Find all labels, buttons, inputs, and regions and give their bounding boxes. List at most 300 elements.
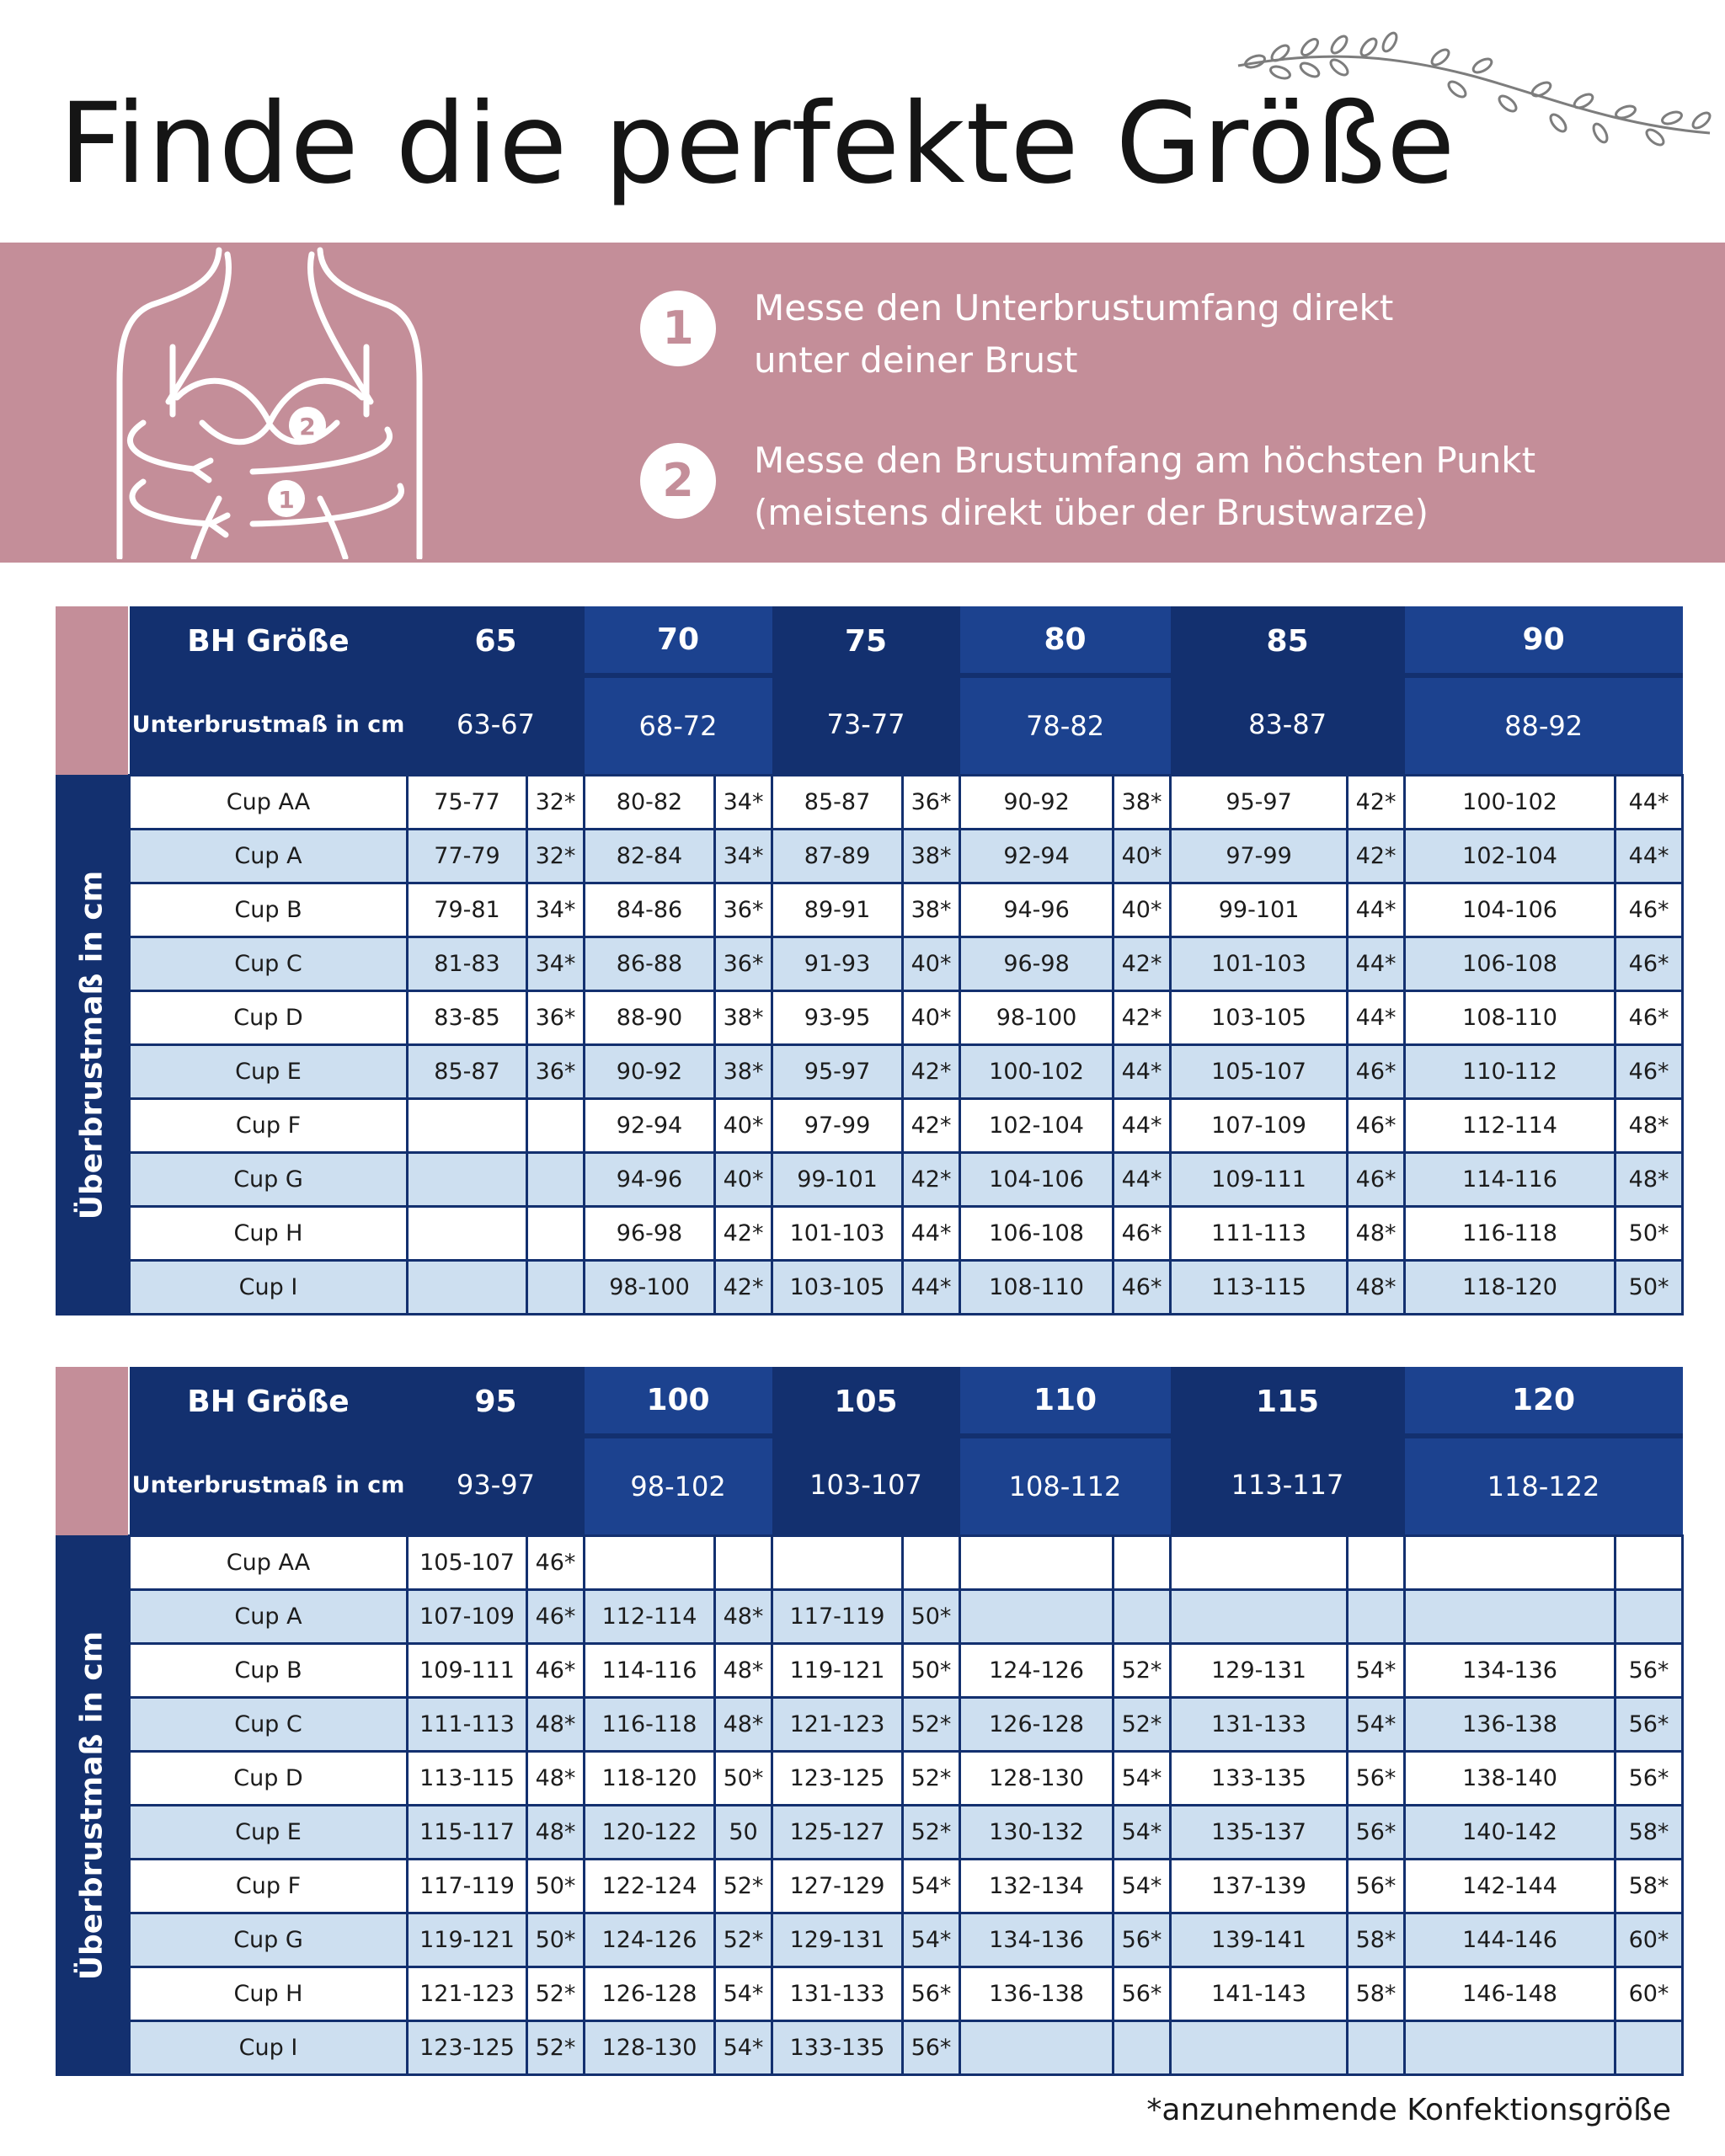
dress-size-cell: 54* <box>903 1859 960 1913</box>
dress-size-cell: 48* <box>527 1805 585 1859</box>
overbust-range-cell <box>408 1152 527 1206</box>
size-table <box>128 1367 1684 2076</box>
dress-size-cell: 48* <box>715 1697 772 1751</box>
overbust-range-cell: 111-113 <box>1171 1206 1348 1260</box>
overbust-range-cell <box>1405 1589 1616 1643</box>
chart-corner <box>56 1367 128 1535</box>
band-size-header: 65 <box>408 606 585 675</box>
band-size-header: 90 <box>1405 606 1683 675</box>
dress-size-cell <box>1348 1535 1405 1589</box>
overbust-range-cell <box>408 1206 527 1260</box>
header-size-label: BH Größe <box>130 606 408 675</box>
overbust-range-cell: 131-133 <box>1171 1697 1348 1751</box>
leaf-branch-icon <box>1230 24 1718 150</box>
dress-size-cell: 44* <box>1114 1044 1171 1098</box>
underbust-range-header: 118-122 <box>1405 1436 1683 1535</box>
overbust-range-cell <box>1405 1535 1616 1589</box>
dress-size-cell: 48* <box>715 1643 772 1697</box>
dress-size-cell <box>1114 1589 1171 1643</box>
dress-size-cell: 40* <box>903 937 960 990</box>
cup-label: Cup C <box>130 937 408 990</box>
table-row <box>130 990 1683 1044</box>
overbust-range-cell: 104-106 <box>960 1152 1114 1206</box>
cup-label: Cup B <box>130 883 408 937</box>
overbust-range-cell: 97-99 <box>1171 829 1348 883</box>
dress-size-cell: 34* <box>527 883 585 937</box>
dress-size-cell <box>1616 2020 1683 2074</box>
dress-size-cell: 44* <box>903 1206 960 1260</box>
table-row <box>130 1098 1683 1152</box>
overbust-range-cell: 113-115 <box>1171 1260 1348 1314</box>
dress-size-cell: 52* <box>715 1859 772 1913</box>
overbust-range-cell: 113-115 <box>408 1751 527 1805</box>
table-row <box>130 1913 1683 1967</box>
dress-size-cell: 34* <box>527 937 585 990</box>
table-row <box>130 1260 1683 1314</box>
band-size-header: 85 <box>1171 606 1405 675</box>
dress-size-cell: 54* <box>715 2020 772 2074</box>
overbust-range-cell: 109-111 <box>408 1643 527 1697</box>
underbust-range-header: 93-97 <box>408 1436 585 1535</box>
table-row <box>130 1589 1683 1643</box>
band-size-header: 70 <box>585 606 772 675</box>
overbust-range-cell: 100-102 <box>1405 775 1616 829</box>
overbust-range-cell <box>960 1589 1114 1643</box>
overbust-range-cell <box>960 1535 1114 1589</box>
dress-size-cell: 44* <box>903 1260 960 1314</box>
underbust-range-header: 68-72 <box>585 675 772 775</box>
table-row <box>130 1206 1683 1260</box>
dress-size-cell: 32* <box>527 829 585 883</box>
overbust-range-cell: 102-104 <box>960 1098 1114 1152</box>
dress-size-cell: 54* <box>903 1913 960 1967</box>
overbust-range-cell: 140-142 <box>1405 1805 1616 1859</box>
dress-size-cell <box>1114 1535 1171 1589</box>
overbust-range-cell: 136-138 <box>1405 1697 1616 1751</box>
overbust-range-cell: 95-97 <box>772 1044 903 1098</box>
overbust-range-cell: 132-134 <box>960 1859 1114 1913</box>
overbust-range-cell: 96-98 <box>960 937 1114 990</box>
dress-size-cell: 50* <box>1616 1260 1683 1314</box>
cup-label: Cup D <box>130 990 408 1044</box>
dress-size-cell: 56* <box>903 1967 960 2020</box>
table-row <box>130 937 1683 990</box>
dress-size-cell: 46* <box>1348 1044 1405 1098</box>
overbust-range-cell <box>1171 2020 1348 2074</box>
overbust-range-cell: 103-105 <box>1171 990 1348 1044</box>
dress-size-cell: 36* <box>527 990 585 1044</box>
cup-label: Cup AA <box>130 775 408 829</box>
dress-size-cell: 54* <box>1348 1697 1405 1751</box>
dress-size-cell <box>1348 2020 1405 2074</box>
dress-size-cell: 54* <box>1114 1859 1171 1913</box>
dress-size-cell: 52* <box>1114 1697 1171 1751</box>
cup-label: Cup D <box>130 1751 408 1805</box>
dress-size-cell: 56* <box>1348 1751 1405 1805</box>
overbust-range-cell: 116-118 <box>1405 1206 1616 1260</box>
band-size-header: 110 <box>960 1367 1171 1436</box>
dress-size-cell: 40* <box>715 1098 772 1152</box>
dress-size-cell: 52* <box>903 1805 960 1859</box>
band-size-header: 120 <box>1405 1367 1683 1436</box>
cup-label: Cup G <box>130 1152 408 1206</box>
overbust-range-cell: 101-103 <box>1171 937 1348 990</box>
dress-size-cell: 42* <box>1348 829 1405 883</box>
dress-size-cell: 52* <box>903 1751 960 1805</box>
dress-size-cell <box>527 1152 585 1206</box>
overbust-range-cell: 94-96 <box>960 883 1114 937</box>
overbust-range-cell: 135-137 <box>1171 1805 1348 1859</box>
overbust-range-cell <box>408 1260 527 1314</box>
overbust-range-cell: 88-90 <box>585 990 715 1044</box>
overbust-range-cell: 134-136 <box>1405 1643 1616 1697</box>
dress-size-cell: 50* <box>527 1913 585 1967</box>
overbust-range-cell: 91-93 <box>772 937 903 990</box>
overbust-range-cell: 106-108 <box>1405 937 1616 990</box>
dress-size-cell: 46* <box>1114 1206 1171 1260</box>
cup-label: Cup C <box>130 1697 408 1751</box>
overbust-range-cell: 118-120 <box>585 1751 715 1805</box>
dress-size-cell: 54* <box>1114 1805 1171 1859</box>
dress-size-cell: 52* <box>527 1967 585 2020</box>
cup-label: Cup G <box>130 1913 408 1967</box>
overbust-range-cell: 93-95 <box>772 990 903 1044</box>
overbust-side-label <box>56 1535 128 2076</box>
table-row <box>130 1859 1683 1913</box>
overbust-range-cell: 77-79 <box>408 829 527 883</box>
band-size-header: 100 <box>585 1367 772 1436</box>
overbust-range-cell <box>772 1535 903 1589</box>
overbust-range-cell: 112-114 <box>1405 1098 1616 1152</box>
overbust-range-cell: 122-124 <box>585 1859 715 1913</box>
overbust-range-cell: 105-107 <box>408 1535 527 1589</box>
side-label-text: Überbrustmaß in cm <box>74 870 109 1220</box>
instruction-step-2 <box>640 435 1693 544</box>
overbust-range-cell: 129-131 <box>1171 1643 1348 1697</box>
dress-size-cell: 34* <box>715 775 772 829</box>
chart-corner <box>56 606 128 775</box>
overbust-range-cell: 106-108 <box>960 1206 1114 1260</box>
dress-size-cell: 48* <box>715 1589 772 1643</box>
table-row <box>130 1643 1683 1697</box>
dress-size-cell: 40* <box>715 1152 772 1206</box>
overbust-range-cell: 114-116 <box>1405 1152 1616 1206</box>
band-size-header: 105 <box>772 1367 960 1436</box>
overbust-range-cell: 104-106 <box>1405 883 1616 937</box>
overbust-range-cell: 108-110 <box>960 1260 1114 1314</box>
overbust-range-cell: 126-128 <box>585 1967 715 2020</box>
dress-size-cell: 54* <box>1348 1643 1405 1697</box>
overbust-range-cell: 130-132 <box>960 1805 1114 1859</box>
table-row <box>130 1967 1683 2020</box>
overbust-range-cell: 141-143 <box>1171 1967 1348 2020</box>
size-table <box>128 606 1684 1315</box>
dress-size-cell: 52* <box>527 2020 585 2074</box>
overbust-range-cell: 79-81 <box>408 883 527 937</box>
dress-size-cell: 46* <box>1616 990 1683 1044</box>
overbust-range-cell: 133-135 <box>772 2020 903 2074</box>
overbust-range-cell: 75-77 <box>408 775 527 829</box>
footnote: *anzunehmende Konfektionsgröße <box>1146 2093 1671 2127</box>
step-text: Messe den Brustumfang am höchsten Punkt (meistens direkt über der Brustwarze) <box>754 440 1536 533</box>
table-row <box>130 829 1683 883</box>
cup-label: Cup AA <box>130 1535 408 1589</box>
overbust-range-cell: 97-99 <box>772 1098 903 1152</box>
overbust-range-cell: 123-125 <box>408 2020 527 2074</box>
dress-size-cell: 60* <box>1616 1967 1683 2020</box>
step-text: Messe den Unterbrustumfang direkt unter deiner Brust <box>754 287 1394 381</box>
overbust-range-cell: 121-123 <box>772 1697 903 1751</box>
underbust-range-header: 63-67 <box>408 675 585 775</box>
overbust-range-cell: 102-104 <box>1405 829 1616 883</box>
overbust-range-cell: 121-123 <box>408 1967 527 2020</box>
dress-size-cell <box>1616 1535 1683 1589</box>
overbust-range-cell: 134-136 <box>960 1913 1114 1967</box>
table-row <box>130 1751 1683 1805</box>
overbust-range-cell: 101-103 <box>772 1206 903 1260</box>
dress-size-cell <box>527 1260 585 1314</box>
dress-size-cell: 40* <box>1114 829 1171 883</box>
dress-size-cell: 50 <box>715 1805 772 1859</box>
overbust-range-cell: 103-105 <box>772 1260 903 1314</box>
dress-size-cell: 48* <box>1616 1098 1683 1152</box>
dress-size-cell <box>1616 1589 1683 1643</box>
overbust-side-label <box>56 775 128 1315</box>
dress-size-cell: 50* <box>903 1643 960 1697</box>
dress-size-cell: 48* <box>527 1751 585 1805</box>
overbust-range-cell: 120-122 <box>585 1805 715 1859</box>
dress-size-cell: 50* <box>903 1589 960 1643</box>
overbust-range-cell: 98-100 <box>960 990 1114 1044</box>
table-row <box>130 775 1683 829</box>
dress-size-cell: 48* <box>1348 1260 1405 1314</box>
dress-size-cell <box>1114 2020 1171 2074</box>
table-row <box>130 1805 1683 1859</box>
band-size-header: 80 <box>960 606 1171 675</box>
dress-size-cell: 38* <box>903 883 960 937</box>
step-number-badge: 2 <box>640 443 716 519</box>
overbust-range-cell: 124-126 <box>585 1913 715 1967</box>
overbust-range-cell: 92-94 <box>960 829 1114 883</box>
table-row <box>130 1697 1683 1751</box>
overbust-range-cell: 115-117 <box>408 1805 527 1859</box>
dress-size-cell: 46* <box>1348 1152 1405 1206</box>
overbust-range-cell: 109-111 <box>1171 1152 1348 1206</box>
cup-label: Cup F <box>130 1098 408 1152</box>
dress-size-cell <box>527 1098 585 1152</box>
dress-size-cell: 56* <box>1616 1643 1683 1697</box>
cup-label: Cup H <box>130 1967 408 2020</box>
overbust-range-cell <box>585 1535 715 1589</box>
overbust-range-cell: 85-87 <box>772 775 903 829</box>
overbust-range-cell: 94-96 <box>585 1152 715 1206</box>
cup-label: Cup A <box>130 1589 408 1643</box>
band-size-header: 75 <box>772 606 960 675</box>
overbust-range-cell: 139-141 <box>1171 1913 1348 1967</box>
dress-size-cell: 52* <box>715 1913 772 1967</box>
band-size-header: 95 <box>408 1367 585 1436</box>
torso-measure-icon <box>109 246 430 559</box>
underbust-range-header: 113-117 <box>1171 1436 1405 1535</box>
overbust-range-cell: 110-112 <box>1405 1044 1616 1098</box>
dress-size-cell: 40* <box>1114 883 1171 937</box>
underbust-range-header: 108-112 <box>960 1436 1171 1535</box>
header-underbust-label: Unterbrustmaß in cm <box>130 1436 408 1535</box>
dress-size-cell: 56* <box>1114 1913 1171 1967</box>
underbust-range-header: 83-87 <box>1171 675 1405 775</box>
overbust-range-cell: 83-85 <box>408 990 527 1044</box>
overbust-range-cell <box>1171 1589 1348 1643</box>
dress-size-cell: 50* <box>1616 1206 1683 1260</box>
dress-size-cell: 58* <box>1348 1967 1405 2020</box>
dress-size-cell: 42* <box>903 1152 960 1206</box>
underbust-range-header: 78-82 <box>960 675 1171 775</box>
overbust-range-cell: 80-82 <box>585 775 715 829</box>
dress-size-cell: 54* <box>715 1967 772 2020</box>
header-size-label: BH Größe <box>130 1367 408 1436</box>
dress-size-cell: 38* <box>715 1044 772 1098</box>
cup-label: Cup H <box>130 1206 408 1260</box>
overbust-range-cell: 144-146 <box>1405 1913 1616 1967</box>
table-row <box>130 1535 1683 1589</box>
overbust-range-cell: 107-109 <box>408 1589 527 1643</box>
dress-size-cell: 56* <box>1114 1967 1171 2020</box>
instruction-step-1 <box>640 282 1693 392</box>
dress-size-cell: 46* <box>1114 1260 1171 1314</box>
dress-size-cell <box>903 1535 960 1589</box>
overbust-range-cell: 126-128 <box>960 1697 1114 1751</box>
cup-label: Cup E <box>130 1805 408 1859</box>
underbust-range-header: 103-107 <box>772 1436 960 1535</box>
overbust-range-cell: 125-127 <box>772 1805 903 1859</box>
underbust-range-header: 98-102 <box>585 1436 772 1535</box>
dress-size-cell: 36* <box>715 937 772 990</box>
dress-size-cell: 36* <box>715 883 772 937</box>
overbust-range-cell: 86-88 <box>585 937 715 990</box>
table-row <box>130 1044 1683 1098</box>
overbust-range-cell: 81-83 <box>408 937 527 990</box>
dress-size-cell: 38* <box>1114 775 1171 829</box>
overbust-range-cell: 105-107 <box>1171 1044 1348 1098</box>
dress-size-cell: 46* <box>1616 1044 1683 1098</box>
dress-size-cell: 46* <box>1616 883 1683 937</box>
overbust-range-cell: 89-91 <box>772 883 903 937</box>
overbust-range-cell: 85-87 <box>408 1044 527 1098</box>
dress-size-cell: 42* <box>903 1098 960 1152</box>
overbust-range-cell: 142-144 <box>1405 1859 1616 1913</box>
dress-size-cell: 58* <box>1616 1805 1683 1859</box>
dress-size-cell: 42* <box>1114 990 1171 1044</box>
dress-size-cell: 48* <box>1348 1206 1405 1260</box>
cup-label: Cup A <box>130 829 408 883</box>
dress-size-cell: 40* <box>903 990 960 1044</box>
overbust-range-cell: 90-92 <box>585 1044 715 1098</box>
dress-size-cell: 38* <box>903 829 960 883</box>
overbust-range-cell: 129-131 <box>772 1913 903 1967</box>
overbust-range-cell <box>1405 2020 1616 2074</box>
overbust-range-cell: 119-121 <box>408 1913 527 1967</box>
table-row <box>130 883 1683 937</box>
dress-size-cell: 32* <box>527 775 585 829</box>
dress-size-cell: 46* <box>527 1535 585 1589</box>
dress-size-cell: 52* <box>1114 1643 1171 1697</box>
dress-size-cell <box>527 1206 585 1260</box>
overbust-range-cell: 84-86 <box>585 883 715 937</box>
table-row <box>130 1152 1683 1206</box>
dress-size-cell: 44* <box>1348 990 1405 1044</box>
overbust-range-cell: 127-129 <box>772 1859 903 1913</box>
band-size-header: 115 <box>1171 1367 1405 1436</box>
dress-size-cell: 54* <box>1114 1751 1171 1805</box>
dress-size-cell: 50* <box>715 1751 772 1805</box>
dress-size-cell <box>1348 1589 1405 1643</box>
dress-size-cell: 56* <box>903 2020 960 2074</box>
overbust-range-cell: 123-125 <box>772 1751 903 1805</box>
overbust-range-cell: 119-121 <box>772 1643 903 1697</box>
overbust-range-cell: 146-148 <box>1405 1967 1616 2020</box>
dress-size-cell: 56* <box>1348 1859 1405 1913</box>
dress-size-cell: 60* <box>1616 1913 1683 1967</box>
underbust-range-header: 88-92 <box>1405 675 1683 775</box>
dress-size-cell: 36* <box>903 775 960 829</box>
table-row <box>130 2020 1683 2074</box>
overbust-range-cell: 114-116 <box>585 1643 715 1697</box>
svg-text:2: 2 <box>299 413 316 440</box>
dress-size-cell: 48* <box>527 1697 585 1751</box>
dress-size-cell: 46* <box>527 1643 585 1697</box>
overbust-range-cell <box>960 2020 1114 2074</box>
svg-text:1: 1 <box>278 486 295 514</box>
dress-size-cell: 56* <box>1348 1805 1405 1859</box>
dress-size-cell: 48* <box>1616 1152 1683 1206</box>
overbust-range-cell: 133-135 <box>1171 1751 1348 1805</box>
overbust-range-cell: 138-140 <box>1405 1751 1616 1805</box>
overbust-range-cell: 92-94 <box>585 1098 715 1152</box>
dress-size-cell: 42* <box>1114 937 1171 990</box>
overbust-range-cell: 107-109 <box>1171 1098 1348 1152</box>
dress-size-cell: 58* <box>1616 1859 1683 1913</box>
cup-label: Cup I <box>130 2020 408 2074</box>
dress-size-cell: 44* <box>1114 1098 1171 1152</box>
underbust-range-header: 73-77 <box>772 675 960 775</box>
page-title: Finde die perfekte Größe <box>59 79 1456 209</box>
overbust-range-cell: 128-130 <box>960 1751 1114 1805</box>
cup-label: Cup E <box>130 1044 408 1098</box>
cup-label: Cup F <box>130 1859 408 1913</box>
overbust-range-cell: 100-102 <box>960 1044 1114 1098</box>
overbust-range-cell: 112-114 <box>585 1589 715 1643</box>
overbust-range-cell: 111-113 <box>408 1697 527 1751</box>
overbust-range-cell: 117-119 <box>772 1589 903 1643</box>
overbust-range-cell <box>1171 1535 1348 1589</box>
dress-size-cell: 44* <box>1616 829 1683 883</box>
overbust-range-cell <box>408 1098 527 1152</box>
overbust-range-cell: 99-101 <box>1171 883 1348 937</box>
overbust-range-cell: 131-133 <box>772 1967 903 2020</box>
dress-size-cell: 50* <box>527 1859 585 1913</box>
overbust-range-cell: 116-118 <box>585 1697 715 1751</box>
dress-size-cell: 52* <box>903 1697 960 1751</box>
overbust-range-cell: 128-130 <box>585 2020 715 2074</box>
dress-size-cell: 46* <box>527 1589 585 1643</box>
dress-size-cell: 42* <box>715 1206 772 1260</box>
overbust-range-cell: 82-84 <box>585 829 715 883</box>
dress-size-cell: 44* <box>1114 1152 1171 1206</box>
overbust-range-cell: 98-100 <box>585 1260 715 1314</box>
overbust-range-cell: 118-120 <box>1405 1260 1616 1314</box>
dress-size-cell: 44* <box>1348 883 1405 937</box>
cup-label: Cup B <box>130 1643 408 1697</box>
